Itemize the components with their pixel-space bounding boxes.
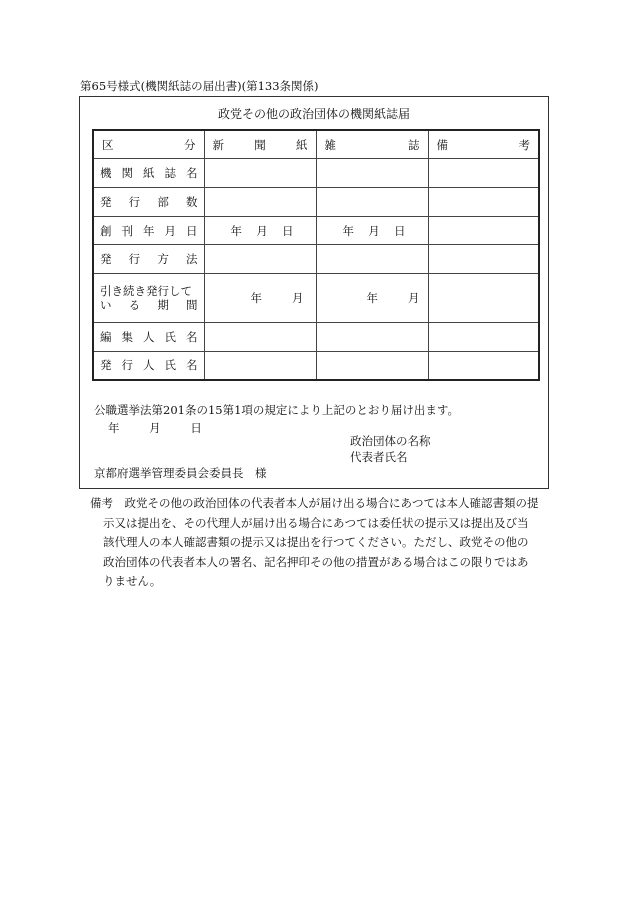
- label-char: 方: [157, 252, 169, 267]
- remarks-note: [90, 494, 550, 592]
- table-row: [94, 322, 538, 351]
- spread-text: [102, 137, 196, 153]
- label-char: 法: [185, 252, 198, 267]
- row-label-publishing-method: [94, 245, 204, 274]
- label-char: 名: [186, 166, 198, 181]
- row-label-circulation: [94, 188, 204, 217]
- label-char: 考: [518, 137, 530, 152]
- row-label-editor-name: [94, 322, 204, 351]
- editor-name-remarks-field[interactable]: [428, 322, 538, 351]
- table-row: [94, 216, 538, 245]
- spread-text: [325, 137, 420, 153]
- continuous-period-remarks-field[interactable]: [428, 274, 538, 323]
- label-char: 新: [212, 137, 224, 152]
- label-char: 創: [100, 223, 112, 238]
- circulation-remarks-field[interactable]: [428, 188, 538, 217]
- spread-text: [100, 223, 198, 239]
- label-char: 名: [186, 358, 198, 373]
- label-char: 紙: [296, 137, 308, 152]
- label-char: 集: [121, 329, 133, 344]
- statement-text: 公職選挙法第201条の15第1項の規定により上記のとおり届け出ます。: [94, 403, 459, 417]
- day-label: 日: [190, 421, 202, 435]
- day-label: 日: [282, 223, 294, 238]
- label-char: 人: [143, 358, 155, 373]
- registration-table: [92, 129, 540, 381]
- publication-name-newspaper-field[interactable]: [204, 159, 316, 188]
- spread-text: [100, 357, 198, 373]
- spread-text: [100, 194, 198, 210]
- label-char: 発: [100, 358, 112, 373]
- spread-text: [213, 137, 308, 153]
- label-char: 機: [100, 166, 112, 181]
- year-label: 年: [342, 223, 354, 238]
- day-label: 日: [394, 223, 406, 238]
- label-char: 雑: [324, 137, 336, 152]
- header-remarks: [428, 131, 538, 159]
- publishing-method-newspaper-field[interactable]: [204, 245, 316, 274]
- spread-text: [437, 137, 531, 153]
- publishing-method-magazine-field[interactable]: [316, 245, 428, 274]
- publisher-name-remarks-field[interactable]: [428, 351, 538, 379]
- addressee: 京都府選挙管理委員会委員長 様: [94, 466, 267, 480]
- circulation-newspaper-field[interactable]: [204, 188, 316, 217]
- label-char: 月: [164, 223, 176, 238]
- row-label-publication-name: [94, 159, 204, 188]
- publication-name-magazine-field[interactable]: [316, 159, 428, 188]
- label-char: 氏: [164, 358, 176, 373]
- publication-name-remarks-field[interactable]: [428, 159, 538, 188]
- circulation-magazine-field[interactable]: [316, 188, 428, 217]
- header-category: [94, 131, 204, 159]
- month-label: 月: [149, 421, 161, 435]
- year-label: 年: [108, 421, 120, 435]
- year-label: 年: [230, 223, 242, 238]
- first-issue-date-remarks-field[interactable]: [428, 216, 538, 245]
- continuous-period-label-line1: 引き続き発行して: [100, 283, 192, 298]
- continuous-period-newspaper-field[interactable]: [204, 274, 316, 323]
- spread-text: [100, 329, 198, 345]
- row-label-publisher-name: [94, 351, 204, 379]
- label-char: 分: [184, 137, 196, 152]
- label-char: 刊: [121, 223, 133, 238]
- publishing-method-remarks-field[interactable]: [428, 245, 538, 274]
- label-char: 誌: [164, 166, 176, 181]
- publisher-name-newspaper-field[interactable]: [204, 351, 316, 379]
- label-char: 年: [143, 223, 155, 238]
- label-char: 部: [157, 194, 169, 209]
- year-label: 年: [250, 290, 262, 305]
- table-header-row: [94, 131, 538, 159]
- label-char: 日: [186, 223, 198, 238]
- document-title: 政党その他の政治団体の機関紙誌届: [217, 107, 410, 121]
- month-label: 月: [292, 290, 304, 305]
- label-char: 聞: [254, 137, 266, 152]
- label-char: 編: [100, 329, 112, 344]
- org-name-label: 政治団体の名称: [350, 434, 431, 448]
- label-char: 区: [102, 137, 114, 152]
- continuous-period-magazine-field[interactable]: [316, 274, 428, 323]
- note-line: 示又は提出を、その代理人が届け出る場合にあつては委任状の提示又は提出及び当: [103, 515, 529, 530]
- label-char: 関: [121, 166, 133, 181]
- label-char: 数: [185, 194, 198, 209]
- month-label: 月: [368, 223, 380, 238]
- label-char: 人: [143, 329, 155, 344]
- spread-text: [100, 251, 198, 267]
- editor-name-newspaper-field[interactable]: [204, 322, 316, 351]
- note-line: 備考 政党その他の政治団体の代表者本人が届け出る場合にあつては本人確認書類の提: [90, 496, 539, 510]
- period-label-char: い: [100, 297, 112, 312]
- period-label-char: 間: [185, 297, 198, 312]
- row-label-continuous-period: [94, 274, 204, 323]
- label-char: 行: [121, 358, 133, 373]
- submission-date: [108, 420, 202, 436]
- rep-name-label: 代表者氏名: [350, 450, 408, 464]
- note-line: 政治団体の代表者本人の署名、記名押印その他の措置がある場合はこの限りではあ: [103, 554, 529, 569]
- table-row: [94, 274, 538, 323]
- first-issue-date-magazine-field[interactable]: [316, 216, 428, 245]
- label-char: 名: [186, 329, 198, 344]
- label-char: 発: [100, 194, 112, 209]
- form-number: 第65号様式(機関紙誌の届出書)(第133条関係): [80, 79, 319, 93]
- header-newspaper: [204, 131, 316, 159]
- label-char: 誌: [408, 137, 420, 152]
- label-char: 備: [436, 137, 448, 152]
- month-label: 月: [256, 223, 268, 238]
- editor-name-magazine-field[interactable]: [316, 322, 428, 351]
- period-label-char: 期: [157, 297, 169, 312]
- table-row: [94, 188, 538, 217]
- table-row: [94, 245, 538, 274]
- period-label-char: る: [128, 297, 141, 312]
- spread-text: [100, 165, 198, 181]
- first-issue-date-newspaper-field[interactable]: [204, 216, 316, 245]
- note-line: 該代理人の本人確認書類の提示又は提出を行つてください。ただし、政党その他の: [103, 535, 529, 549]
- publisher-name-magazine-field[interactable]: [316, 351, 428, 379]
- label-char: 紙: [143, 166, 155, 181]
- note-line: りません。: [103, 574, 162, 588]
- label-char: 発: [100, 252, 112, 267]
- label-char: 行: [128, 194, 141, 209]
- form-frame: [79, 96, 549, 489]
- row-label-first-issue-date: [94, 216, 204, 245]
- label-char: 氏: [164, 329, 176, 344]
- year-label: 年: [366, 290, 378, 305]
- label-char: 行: [128, 252, 141, 267]
- table-row: [94, 351, 538, 379]
- month-label: 月: [408, 290, 420, 305]
- header-magazine: [316, 131, 428, 159]
- table-row: [94, 159, 538, 188]
